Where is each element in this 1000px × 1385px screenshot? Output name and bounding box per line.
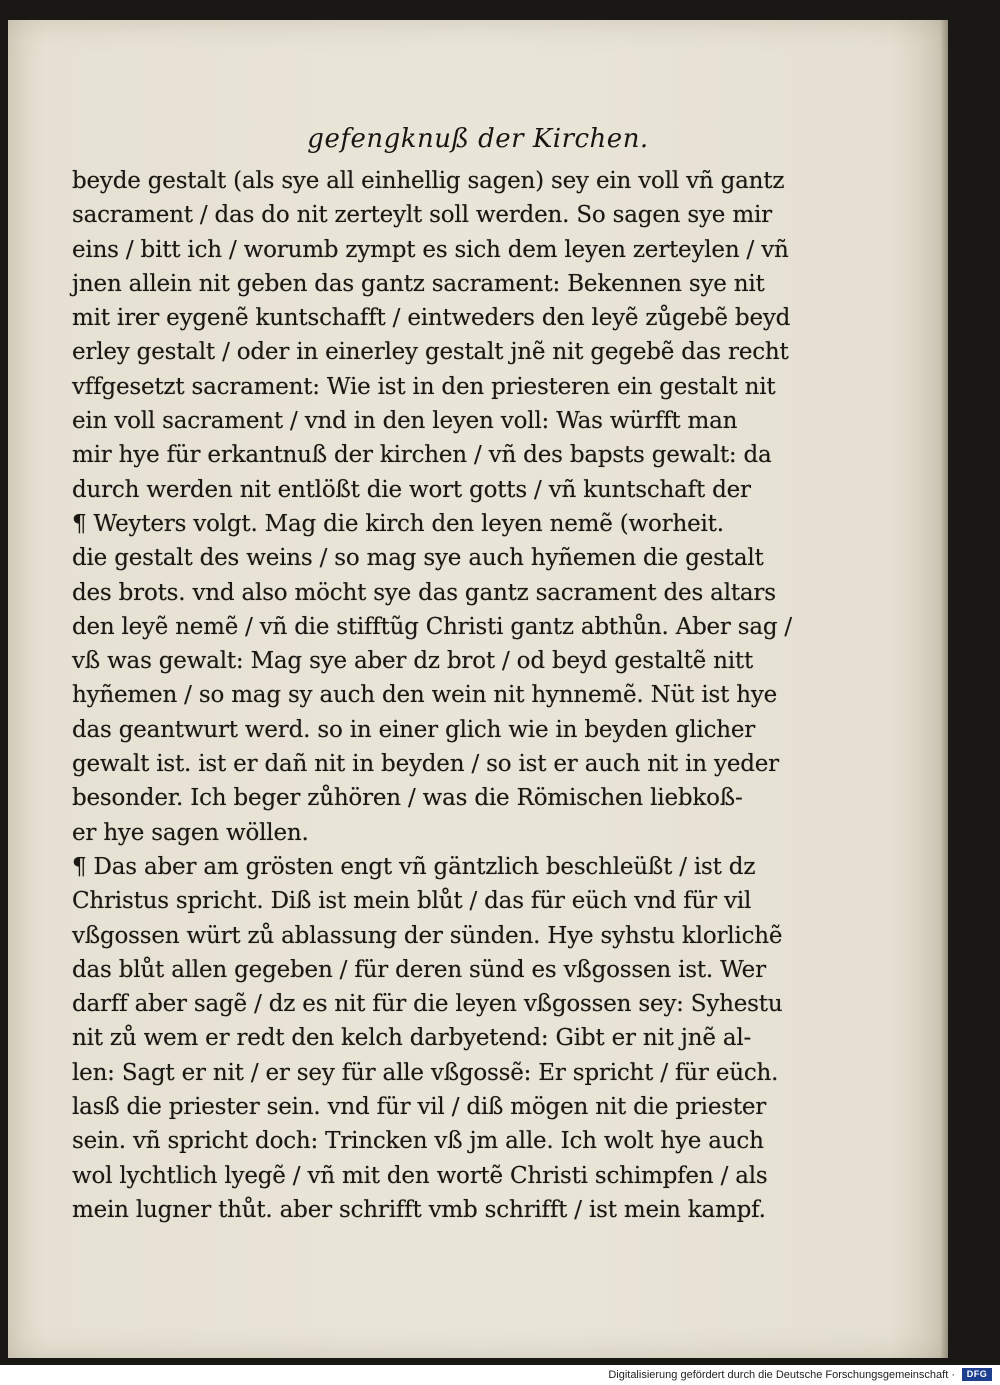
text-line: jnen allein nit geben das gantz sacrament: Bekennen sye nit bbox=[72, 270, 765, 297]
text-line: ¶ Weyters volgt. Mag die kirch den leyen nemẽ (worheit. bbox=[72, 510, 724, 537]
text-line: mein lugner thůt. aber schrifft vmb schrifft / ist mein kampf. bbox=[72, 1196, 766, 1223]
text-line: besonder. Ich beger zůhören / was die Römischen liebkoß- bbox=[72, 785, 743, 812]
text-line: erley gestalt / oder in einerley gestalt jnẽ nit gegebẽ das recht bbox=[72, 339, 789, 366]
dfg-logo: DFG bbox=[962, 1368, 992, 1381]
text-line: ¶ Das aber am grösten engt vñ gäntzlich beschleüßt / ist dz bbox=[72, 853, 756, 880]
text-line: darff aber sagẽ / dz es nit für die leyen vßgossen sey: Syhestu bbox=[72, 991, 783, 1018]
text-line: mit irer eygenẽ kuntschafft / eintweders den leyẽ zůgebẽ beyd bbox=[72, 305, 791, 332]
text-line: beyde gestalt (als sye all einhellig sagen) sey ein voll vñ gantz bbox=[72, 168, 785, 194]
text-line: vß was gewalt: Mag sye aber dz brot / od beyd gestaltẽ nitt bbox=[72, 648, 753, 675]
text-line: mir hye für erkantnuß der kirchen / vñ des bapsts gewalt: da bbox=[72, 442, 772, 469]
text-line: das geantwurt werd. so in einer glich wie in beyden glicher bbox=[72, 716, 756, 743]
page-edge-shadow bbox=[940, 20, 948, 1358]
text-line: das blůt allen gegeben / für deren sünd es vßgossen ist. Wer bbox=[72, 956, 766, 983]
text-line: nit zů wem er redt den kelch darbyetend: Gibt er nit jnẽ al- bbox=[72, 1025, 752, 1052]
text-line: eins / bitt ich / worumb zympt es sich dem leyen zerteylen / vñ bbox=[72, 236, 789, 263]
text-line: ein voll sacrament / vnd in den leyen voll: Was würfft man bbox=[72, 408, 738, 435]
text-line: hyñemen / so mag sy auch den wein nit hynnemẽ. Nüt ist hye bbox=[72, 682, 778, 709]
text-line: wol lychtlich lyegẽ / vñ mit den wortẽ Christi schimpfen / als bbox=[72, 1162, 768, 1189]
text-line: die gestalt des weins / so mag sye auch hyñemen die gestalt bbox=[72, 545, 764, 572]
text-line: lasß die priester sein. vnd für vil / diß mögen nit die priester bbox=[72, 1094, 767, 1121]
text-line: sein. vñ spricht doch: Trincken vß jm alle. Ich wolt hye auch bbox=[72, 1128, 764, 1155]
text-line: Christus spricht. Diß ist mein blůt / das für eüch vnd für vil bbox=[72, 888, 752, 915]
text-line: sacrament / das do nit zerteylt soll werden. So sagen sye mir bbox=[72, 202, 772, 229]
book-page bbox=[8, 20, 948, 1358]
text-line: vffgesetzt sacrament: Wie ist in den priesteren ein gestalt nit bbox=[72, 373, 776, 400]
funding-credit: Digitalisierung gefördert durch die Deutsche Forschungsgemeinschaft · bbox=[608, 1369, 955, 1381]
body-text bbox=[72, 164, 792, 1227]
text-line: durch werden nit entlößt die wort gotts / vñ kuntschaft der bbox=[72, 476, 751, 503]
text-line: den leyẽ nemẽ / vñ die stifftũg Christi gantz abthůn. Aber sag / bbox=[72, 613, 792, 640]
running-head: gefengknuß der Kirchen. bbox=[307, 124, 649, 154]
text-line: vßgossen würt zů ablassung der sünden. Hye syhstu klorlichẽ bbox=[72, 922, 783, 949]
text-line: des brots. vnd also möcht sye das gantz sacrament des altars bbox=[72, 579, 776, 606]
text-line: gewalt ist. ist er dañ nit in beyden / so ist er auch nit in yeder bbox=[72, 751, 779, 778]
text-line: len: Sagt er nit / er sey für alle vßgossẽ: Er spricht / für eüch. bbox=[72, 1059, 779, 1086]
text-line: er hye sagen wöllen. bbox=[72, 819, 309, 846]
